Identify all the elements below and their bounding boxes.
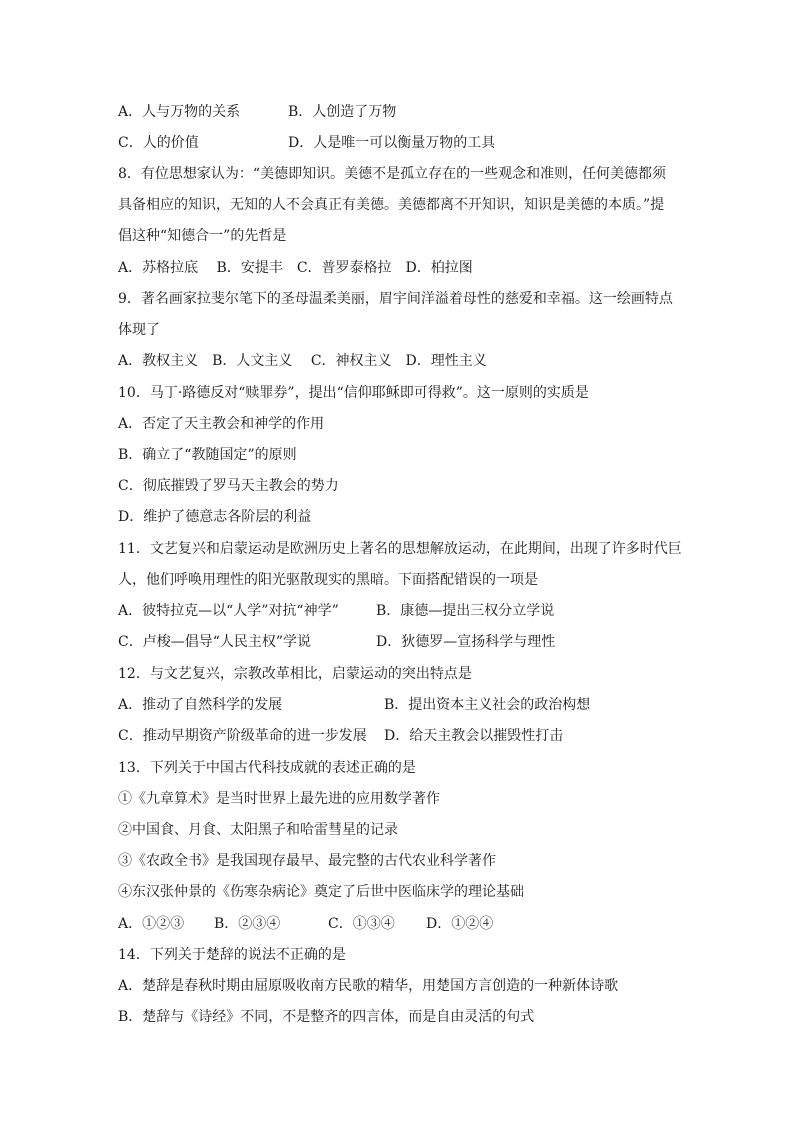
q12-option-a: A．推动了自然科学的发展 [118, 697, 283, 713]
q10-option-a: A．否定了天主教会和神学的作用 [118, 416, 325, 432]
q13-option-a: A．①②③ [118, 916, 185, 932]
q12-option-d: D．给天主教会以摧毁性打击 [384, 728, 564, 744]
q12-option-c: C．推动早期资产阶级革命的进一步发展 [118, 728, 367, 744]
q7-option-b: B．人创造了万物 [288, 104, 397, 120]
q11-option-b: B．康德—提出三权分立学说 [376, 603, 555, 619]
q13-item-3: ③《农政全书》是我国现存最早、最完整的古代农业科学著作 [118, 853, 496, 869]
q9-options: A．教权主义 B．人文主义 C．神权主义 D．理性主义 [118, 353, 487, 369]
q8-options: A．苏格拉底 B．安提丰 C．普罗泰格拉 D．柏拉图 [118, 260, 473, 276]
q13-item-1: ①《九章算术》是当时世界上最先进的应用数学著作 [118, 791, 440, 807]
q10-option-d: D．维护了德意志各阶层的利益 [118, 509, 312, 525]
q13-option-b: B．②③④ [214, 916, 281, 932]
q11-stem-line-2: 人，他们呼唤用理性的阳光驱散现实的黑暗。下面搭配错误的一项是 [118, 572, 538, 588]
q13-option-d: D．①②④ [426, 916, 494, 932]
q8-stem-line-2: 具备相应的知识，无知的人不会真正有美德。美德都离不开知识，知识是美德的本质。”提 [118, 197, 665, 213]
q13-stem: 13．下列关于中国古代科技成就的表述正确的是 [118, 760, 416, 776]
q14-stem: 14．下列关于楚辞的说法不正确的是 [118, 947, 346, 963]
q11-option-a: A．彼特拉克—以“人学”对抗“神学” [118, 603, 339, 619]
q9-stem-line-1: 9．著名画家拉斐尔笔下的圣母温柔美丽，眉宇间洋溢着母性的慈爱和幸福。这一绘画特点 [118, 291, 673, 307]
q10-option-c: C．彻底摧毁了罗马天主教会的势力 [118, 478, 339, 494]
q7-option-d: D．人是唯一可以衡量万物的工具 [288, 135, 496, 151]
q12-stem: 12．与文艺复兴，宗教改革相比，启蒙运动的突出特点是 [118, 666, 472, 682]
q12-option-b: B．提出资本主义社会的政治构想 [384, 697, 591, 713]
q8-stem-line-1: 8．有位思想家认为：“美德即知识。美德不是孤立存在的一些观念和准则，任何美德都须 [118, 166, 667, 182]
q11-stem-line-1: 11．文艺复兴和启蒙运动是欧洲历史上著名的思想解放运动，在此期间，出现了许多时代巨 [118, 541, 682, 557]
q8-stem-line-3: 倡这种“知德合一”的先哲是 [118, 228, 287, 244]
q10-stem: 10．马丁·路德反对“赎罪券”，提出“信仰耶稣即可得救”。这一原则的实质是 [118, 385, 589, 401]
q10-option-b: B．确立了“教随国定”的原则 [118, 447, 297, 463]
q13-item-2: ②中国食、月食、太阳黑子和哈雷彗星的记录 [118, 822, 398, 838]
q13-item-4: ④东汉张仲景的《伤寒杂病论》奠定了后世中医临床学的理论基础 [118, 884, 524, 900]
q14-option-b: B．楚辞与《诗经》不同，不是整齐的四言体，而是自由灵活的句式 [118, 1009, 535, 1025]
q13-option-c: C．①③④ [328, 916, 395, 932]
q9-stem-line-2: 体现了 [118, 322, 160, 338]
q7-option-a: A．人与万物的关系 [118, 104, 241, 120]
q14-option-a: A．楚辞是春秋时期由屈原吸收南方民歌的精华，用楚国方言创造的一种新体诗歌 [118, 978, 619, 994]
q7-option-c: C．人的价值 [118, 135, 199, 151]
q11-option-c: C．卢梭—倡导“人民主权”学说 [118, 634, 312, 650]
q11-option-d: D．狄德罗—宣扬科学与理性 [376, 634, 556, 650]
